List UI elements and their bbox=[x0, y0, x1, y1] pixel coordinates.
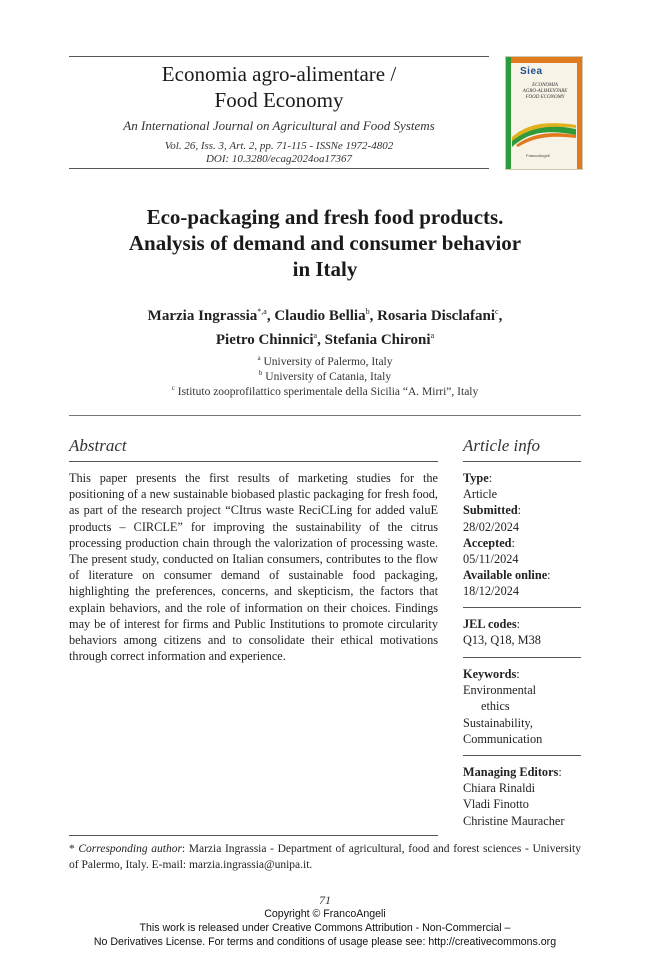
article-title bbox=[60, 204, 590, 282]
cover-wave-graphic bbox=[512, 119, 576, 147]
affiliation-marker: a bbox=[257, 354, 261, 362]
abstract-heading: Abstract bbox=[69, 436, 127, 455]
author-name: Claudio Bellia bbox=[274, 308, 366, 324]
journal-title bbox=[69, 61, 489, 113]
copyright-line: Copyright © FrancoAngeli bbox=[264, 908, 386, 920]
journal-doi: DOI: 10.3280/ecag2024oa17367 bbox=[205, 153, 353, 165]
accepted-label: Accepted bbox=[463, 535, 512, 550]
journal-title-line-2: Food Economy bbox=[214, 88, 344, 112]
author-affiliation-marker: *,a bbox=[257, 307, 267, 316]
article-dates-block bbox=[463, 470, 583, 600]
affiliation bbox=[60, 354, 590, 368]
cover-left-stripe bbox=[506, 57, 511, 169]
article-info-heading: Article info bbox=[463, 436, 540, 455]
affiliation-text: University of Catania, Italy bbox=[265, 370, 392, 383]
cover-logo: Siea bbox=[520, 66, 543, 77]
online-label: Available online bbox=[463, 568, 548, 583]
journal-volume: Vol. 26, Iss. 3, Art. 2, pp. 71-115 - ISSNe 1972-4802 bbox=[164, 140, 394, 152]
info-divider bbox=[463, 657, 581, 658]
keywords-block bbox=[463, 666, 583, 747]
info-divider bbox=[463, 607, 581, 608]
affiliation-text: Istituto zooprofilattico sperimentale della Sicilia “A. Mirri”, Italy bbox=[177, 385, 479, 398]
keyword: Environmental bbox=[463, 683, 537, 698]
author-affiliation-marker: a bbox=[430, 331, 435, 340]
type-value: Article bbox=[463, 487, 498, 502]
author-affiliation-marker: a bbox=[313, 331, 318, 340]
footnote-text: : Marzia Ingrassia - Department of agricultural, food and forest sciences - University of Palermo, Italy. E-mail: marzia.ingrassia@unipa.it. bbox=[69, 843, 581, 871]
cover-publisher: FrancoAngeli bbox=[526, 153, 550, 158]
article-title-line-2: Analysis of demand and consumer behavior bbox=[128, 231, 522, 255]
cover-right-stripe bbox=[577, 57, 582, 169]
article-title-line-1: Eco-packaging and fresh food products. bbox=[146, 205, 504, 229]
submitted-label: Submitted bbox=[463, 503, 518, 518]
journal-title-line-1: Economia agro-alimentare / bbox=[161, 62, 397, 86]
online-value: 18/12/2024 bbox=[463, 584, 520, 599]
jel-value: Q13, Q18, M38 bbox=[463, 633, 541, 648]
jel-block bbox=[463, 616, 583, 648]
editors-label: Managing Editors bbox=[463, 765, 559, 779]
abstract-text: This paper presents the first results of marketing studies for the positioning of a new sustainable biobased plastic packaging for fresh food, as part of the research project “CItrus waste ReciCLing for added valuE products – CIRCLE” for improving the sustainability of the citrus processing production chain through the valorization of processing waste. The present study, conducted on Italian consumers, contributes to the flow of literature on consumer demand of sustainable food packaging, highlighting the preferences, concerns, and skepticism, the factors that explain behaviors, and the role of information on their choices. Findings may be of interest for firms and Public Institutions to promote circularity behaviors among citizens and to consolidate their ethical motivations through correct information and experience. bbox=[69, 471, 438, 664]
license-line-2: No Derivatives License. For terms and conditions of usage please see: http://creativecommons.org bbox=[93, 936, 557, 948]
affiliation-text: University of Palermo, Italy bbox=[263, 355, 393, 368]
accepted-value: 05/11/2024 bbox=[463, 552, 519, 567]
footnote-marker: * bbox=[69, 843, 75, 855]
accepted-row: Accepted: bbox=[463, 535, 515, 550]
keywords-row: Keywords: bbox=[463, 667, 520, 681]
jel-label: JEL codes bbox=[463, 617, 517, 631]
editors-row: Managing Editors: bbox=[463, 765, 562, 779]
cover-title-line-2: AGRO-ALIMENTARE bbox=[522, 89, 568, 94]
author-line-2: Pietro Chinnici$^a$, Stefania Chironi$^a$ bbox=[215, 331, 435, 348]
keywords-label: Keywords bbox=[463, 667, 517, 681]
author-name: Pietro Chinnici bbox=[215, 332, 314, 348]
corresponding-author-footnote bbox=[69, 842, 581, 873]
page-number: 71 bbox=[319, 893, 331, 907]
author-name: Rosaria Disclafani bbox=[377, 308, 496, 324]
keyword: Sustainability, bbox=[463, 715, 533, 730]
footnote-rule bbox=[69, 835, 438, 836]
journal-subtitle: An International Journal on Agricultural and Food Systems bbox=[123, 118, 435, 133]
type-row: Type: bbox=[463, 471, 493, 485]
author-line-1: Marzia Ingrassia$^{*,a}$, Claudio Bellia$^b$, Rosaria Disclafani$^c$, bbox=[147, 307, 503, 324]
affiliation bbox=[60, 369, 590, 383]
cover-title bbox=[514, 83, 576, 101]
article-title-line-3: in Italy bbox=[292, 257, 358, 281]
author-name: Stefania Chironi bbox=[324, 332, 431, 348]
jel-row: JEL codes: bbox=[463, 617, 521, 631]
cover-title-line-3: FOOD ECONOMY bbox=[525, 95, 565, 100]
footnote-label: Corresponding author bbox=[78, 843, 182, 855]
submitted-value: 28/02/2024 bbox=[463, 519, 520, 534]
keyword: Communication bbox=[463, 731, 543, 746]
editor-name: Christine Mauracher bbox=[463, 813, 565, 828]
author-list bbox=[60, 302, 590, 350]
editor-name: Vladi Finotto bbox=[463, 797, 529, 812]
affiliation bbox=[60, 384, 590, 398]
editor-name: Chiara Rinaldi bbox=[463, 781, 536, 796]
header-bottom-rule bbox=[69, 168, 489, 169]
author-affiliation-marker: b bbox=[365, 307, 370, 316]
type-label: Type bbox=[463, 471, 489, 485]
author-affiliation-marker: c bbox=[495, 307, 499, 316]
author-name: Marzia Ingrassia bbox=[147, 308, 258, 324]
info-divider bbox=[463, 755, 581, 756]
abstract-heading-rule bbox=[69, 461, 438, 462]
license-line-1: This work is released under Creative Commons Attribution - Non-Commercial – bbox=[139, 922, 511, 934]
online-row: Available online: bbox=[463, 568, 551, 583]
cover-title-line-1: ECONOMIA bbox=[532, 83, 558, 88]
editors-block bbox=[463, 764, 583, 829]
header-top-rule bbox=[69, 56, 489, 57]
section-divider bbox=[69, 415, 581, 416]
cover-top-stripe bbox=[506, 57, 582, 63]
journal-cover-image bbox=[505, 56, 583, 170]
affiliation-marker: c bbox=[171, 384, 175, 392]
affiliation-marker: b bbox=[258, 369, 263, 377]
keyword: ethics bbox=[481, 699, 510, 714]
article-info-heading-rule bbox=[463, 461, 581, 462]
submitted-row: Submitted: bbox=[463, 503, 522, 518]
